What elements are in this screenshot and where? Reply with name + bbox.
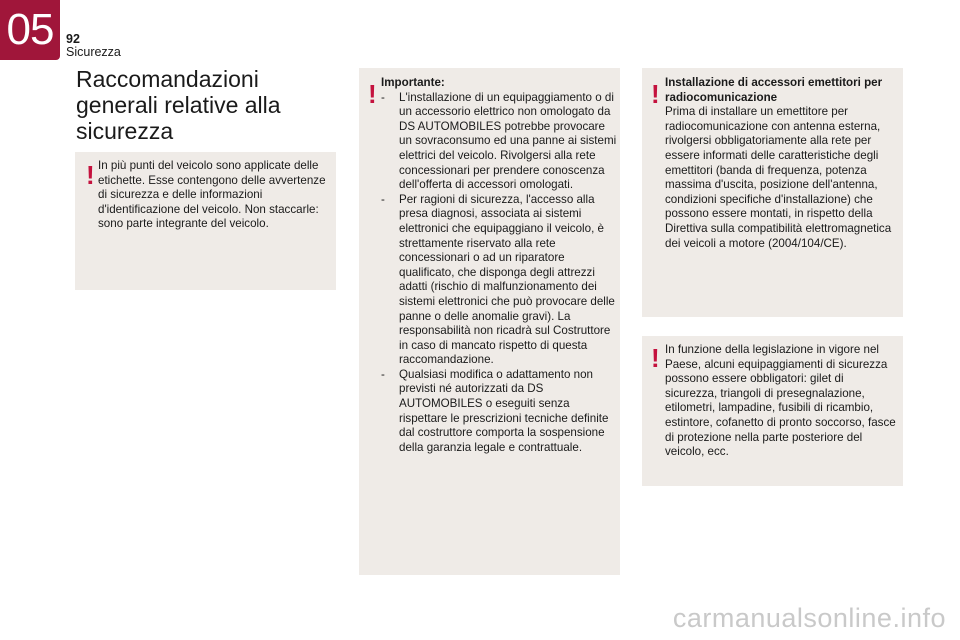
warning-exclamation-icon: ! [368, 79, 377, 109]
warning-exclamation-icon: ! [651, 343, 660, 373]
list-item: - Per ragioni di sicurezza, l'accesso alla presa diagnosi, associata ai sistemi elettronici che equipaggiano il veicolo, è strettamente riservato alla rete concessionari o ad un riparatore qualificato, che disponga degli attrezzi adatti (rischio di malfunzionamento dei sistemi elettronici che può provocare delle panne o delle anomalie gravi). La responsabilità non ricadrà sul Costruttore in caso di mancato rispetto di questa raccomandazione. [381, 193, 617, 368]
chapter-tab [0, 0, 60, 60]
legislation-paragraph: In funzione della legislazione in vigore nel Paese, alcuni equipaggiamenti di sicurezza possono essere obbligatori: gilet di sicurezza, triangoli di presegnalazione, etilometri, lampadine, fusibili di ricambio, estintore, cofanetto di pronto soccorso, fasce di protezione nella parte posteriore del veicolo, ecc. [665, 343, 896, 459]
warning-exclamation-icon: ! [86, 160, 95, 190]
important-list [381, 91, 617, 456]
list-item: - Qualsiasi modifica o adattamento non previsti né autorizzati da DS AUTOMOBILES o eseguiti senza rispettare le prescrizioni tecniche definite dal costruttore comporta la sospensione della garanzia legale e contrattuale. [381, 368, 617, 456]
page-number: 92 [66, 32, 80, 46]
important-warning-box [359, 68, 620, 575]
watermark: carmanualsonline.info [672, 603, 946, 633]
legislation-warning-text [665, 343, 897, 460]
labels-warning-box [75, 152, 336, 290]
chapter-number: 05 [6, 5, 54, 54]
transmitters-heading: Installazione di accessori emettitori per radiocomunicazione [665, 76, 883, 104]
section-name: Sicurezza [66, 45, 121, 59]
transmitters-warning-text [665, 76, 897, 251]
warning-exclamation-icon: ! [651, 79, 660, 109]
legislation-warning-box [642, 336, 903, 486]
labels-warning-paragraph: In più punti del veicolo sono applicate delle etichette. Esse contengono delle avvertenze di sicurezza e delle informazioni d'identificazione del veicolo. Non staccarle: sono parte integrante del veicolo. [98, 159, 326, 231]
important-heading: Importante: [381, 76, 445, 89]
list-item: - L'installazione di un equipaggiamento o di un accessorio elettrico non omologato da DS AUTOMOBILES potrebbe provocare un sovraconsumo ed una panne ai sistemi elettrici del veicolo. Rivolgersi alla rete concessionari per prendere conoscenza dell'offerta di accessori omologati. [381, 91, 617, 193]
labels-warning-text [98, 159, 332, 232]
important-warning-text [381, 76, 617, 455]
transmitters-paragraph: Prima di installare un emettitore per radiocomunicazione con antenna esterna, rivolgersi obbligatoriamente alla rete per essere informati delle caratteristiche degli emettitori (banda di frequenza, potenza massima d'uscita, posizione dell'antenna, condizioni specifiche d'installazione) che possono essere montati, in rispetto della Direttiva sulla compatibilità elettromagnetica dei veicoli a motore (2004/104/CE). [665, 105, 892, 250]
transmitters-warning-box [642, 68, 903, 317]
page-title: Raccomandazioni generali relative alla sicurezza [76, 66, 281, 144]
